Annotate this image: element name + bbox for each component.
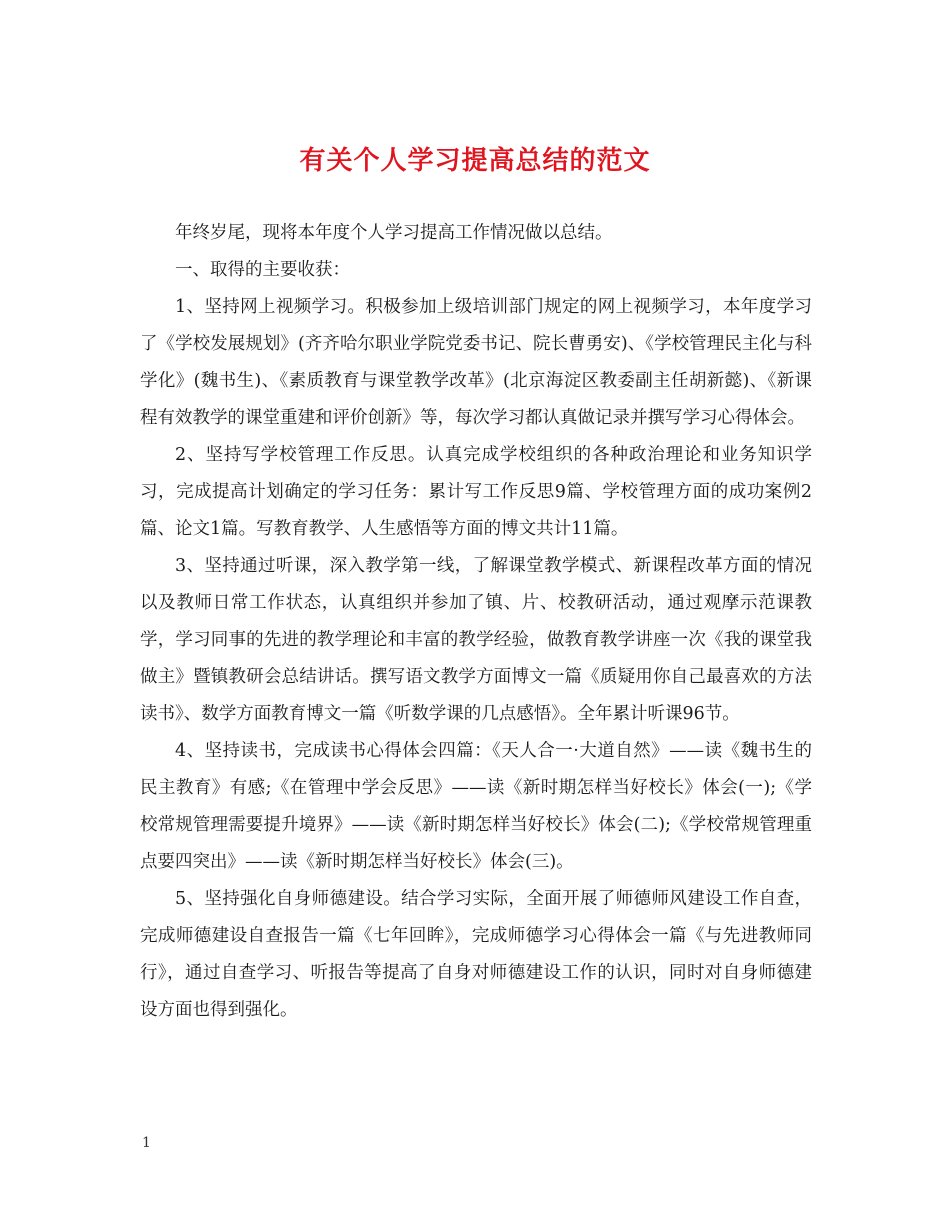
paragraph-item-5: 5、坚持强化自身师德建设。结合学习实际，全面开展了师德师风建设工作自查，完成师德建设自查报告一篇《七年回眸》，完成师德学习心得体会一篇《与先进教师同行》，通过自查学习、听报告等提高了自身对师德建设工作的认识，同时对自身师德建设方面也得到强化。 — [140, 889, 812, 1020]
paragraph-item-3: 3、坚持通过听课，深入教学第一线，了解课堂教学模式、新课程改革方面的情况以及教师日常工作状态，认真组织并参加了镇、片、校教研活动，通过观摩示范课教学，学习同事的先进的教学理论和丰富的教学经验，做教育教学讲座一次《我的课堂我做主》暨镇教研会总结讲话。撰写语文教学方面博文一篇《质疑用你自己最喜欢的方法读书》、数学方面教育博文一篇《听数学课的几点感悟》。全年累计听课96节。 — [140, 556, 812, 724]
document-title: 有关个人学习提高总结的范文 — [299, 146, 651, 176]
paragraph-item-2: 2、坚持写学校管理工作反思。认真完成学校组织的各种政治理论和业务知识学习，完成提高计划确定的学习任务：累计写工作反思9篇、学校管理方面的成功案例2篇、论文1篇。写教育教学、人生感悟等方面的博文共计11篇。 — [140, 445, 812, 539]
page-number: 1 — [142, 1135, 151, 1151]
paragraph-intro: 年终岁尾，现将本年度个人学习提高工作情况做以总结。 — [175, 223, 613, 243]
paragraph-item-1: 1、坚持网上视频学习。积极参加上级培训部门规定的网上视频学习，本年度学习了《学校发展规划》(齐齐哈尔职业学院党委书记、院长曹勇安)、《学校管理民主化与科学化》(魏书生)、《素质教育与课堂教学改革》(北京海淀区教委副主任胡新懿)、《新课程有效教学的课堂重建和评价创新》等，每次学习都认真做记录并撰写学习心得体会。 — [140, 297, 812, 428]
section-heading: 一、取得的主要收获： — [175, 260, 350, 280]
paragraph-item-4: 4、坚持读书，完成读书心得体会四篇：《天人合一·大道自然》——读《魏书生的民主教育》有感;《在管理中学会反思》——读《新时期怎样当好校长》体会(一);《学校常规管理需要提升境界》——读《新时期怎样当好校长》体会(二);《学校常规管理重点要四突出》——读《新时期怎样当好校长》体会(三)。 — [140, 741, 812, 872]
document-body — [140, 215, 812, 1029]
